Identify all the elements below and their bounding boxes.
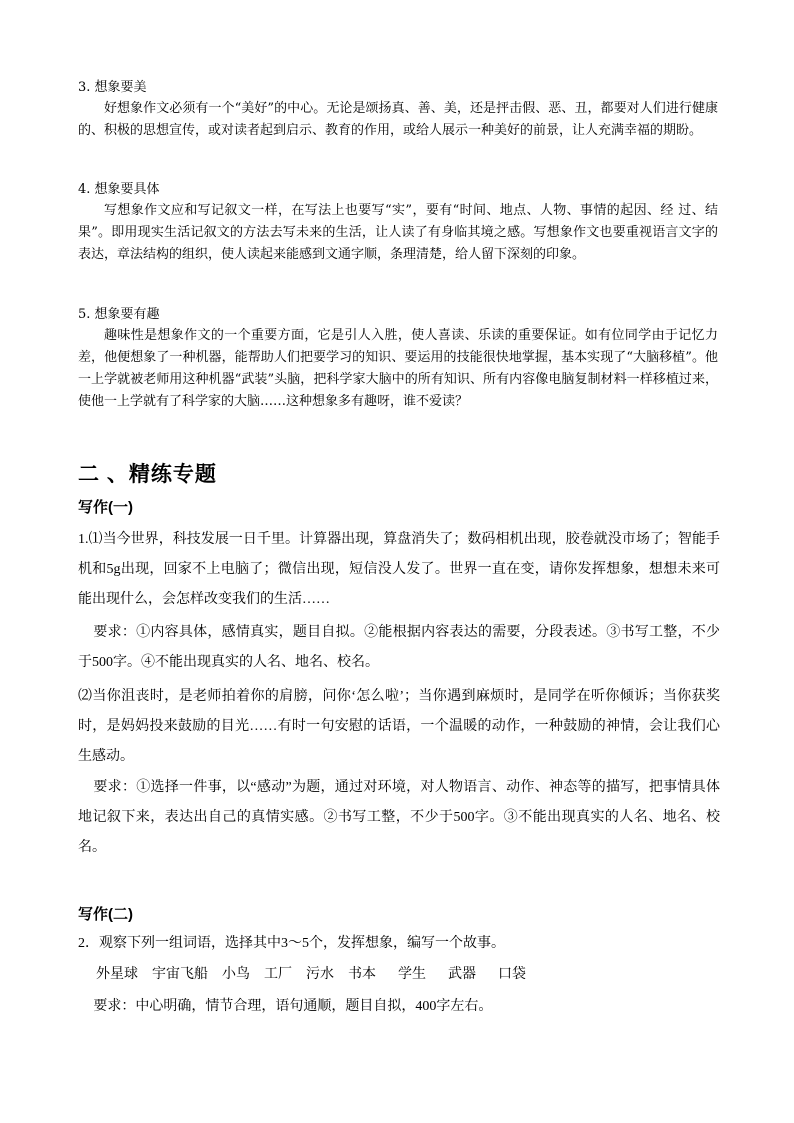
question-1-part-2-requirements: 要求：①选择一件事，以“感动”为题，通过对环境，对人物语言、动作、神态等的描写，把事情具体地记叙下来，表达出自己的真情实感。②书写工整，不少于500字。③不能出现真实的人名、地名、校名。: [78, 780, 720, 855]
word-item: 武器: [448, 967, 476, 982]
part-heading: 二 、精练专题: [78, 463, 217, 486]
word-item: 外星球: [96, 967, 138, 982]
question-1-part-1-requirements: 要求：①内容具体，感情真实，题目自拟。②能根据内容表达的需要，分段表述。③书写工整，不少于500字。④不能出现真实的人名、地名、校名。: [78, 625, 720, 670]
writing-2-title: 写作(二): [78, 906, 133, 923]
section-body: 趣味性是想象作文的一个重要方面，它是引人入胜，使人喜读、乐读的重要保证。如有位同学由于记忆力差，他便想象了一种机器，能帮助人们把要学习的知识、要运用的技能很快地掌握，基本实现了“大脑移植”。他一上学就被老师用这种机器“武装”头脑，把科学家大脑中的所有知识、所有内容像电脑复制材料一样移植过来，使他一上学就有了科学家的大脑……这种想象多有趣呀，谁不爱读？: [78, 328, 718, 409]
word-item: 工厂: [264, 967, 292, 982]
word-item: 学生: [398, 967, 426, 982]
writing-1-title: 写作(一): [78, 499, 133, 516]
section-title: 4. 想象要具体: [78, 182, 160, 197]
word-item: 书本: [348, 967, 376, 982]
word-item: 宇宙飞船: [152, 967, 208, 982]
section-title: 3. 想象要美: [78, 80, 147, 95]
word-item: 小鸟: [222, 967, 250, 982]
question-2-requirements: 要求：中心明确，情节合理，语句通顺，题目自拟，400字左右。: [93, 999, 493, 1014]
section-title: 5. 想象要有趣: [78, 307, 160, 322]
section-body: 写想象作文应和写记叙文一样，在写法上也要写“实”，要有“时间、地点、人物、事情的起因、经 过、结果”。即用现实生活记叙文的方法去写未来的生活，让人读了有身临其境之感。写想象作文也要重视语言文字的表达，章法结构的组织，使人读起来能感到文通字顺，条理清楚，给人留下深刻的印象。: [78, 203, 718, 262]
word-item: 口袋: [498, 967, 526, 982]
word-item: 污水: [306, 967, 334, 982]
question-1-part-2: ⑵当你沮丧时，是老师拍着你的肩膀，问你‘怎么啦’；当你遇到麻烦时，是同学在听你倾诉；当你获奖时，是妈妈投来鼓励的目光……有时一句安慰的话语，一个温暖的动作，一种鼓励的神情，会让我们心生感动。: [78, 689, 720, 764]
section-imagination-beautiful: [78, 78, 718, 142]
question-2: 2．观察下列一组词语，选择其中3～5个，发挥想象，编写一个故事。: [78, 936, 505, 951]
section-imagination-interesting: [78, 305, 718, 413]
section-body: 好想象作文必须有一个“美好”的中心。无论是颂扬真、善、美，还是抨击假、恶、丑，都要对人们进行健康的、积极的思想宣传，或对读者起到启示、教育的作用，或给人展示一种美好的前景，让人充满幸福的期盼。: [78, 101, 718, 138]
section-imagination-concrete: [78, 180, 718, 266]
question-1-part-1: 1.⑴当今世界，科技发展一日千里。计算器出现，算盘消失了；数码相机出现，胶卷就没市场了；智能手机和5g出现，回家不上电脑了；微信出现，短信没人发了。世界一直在变，请你发挥想象，想想未来可能出现什么，会怎样改变我们的生活……: [78, 532, 720, 607]
word-list: [96, 960, 540, 990]
